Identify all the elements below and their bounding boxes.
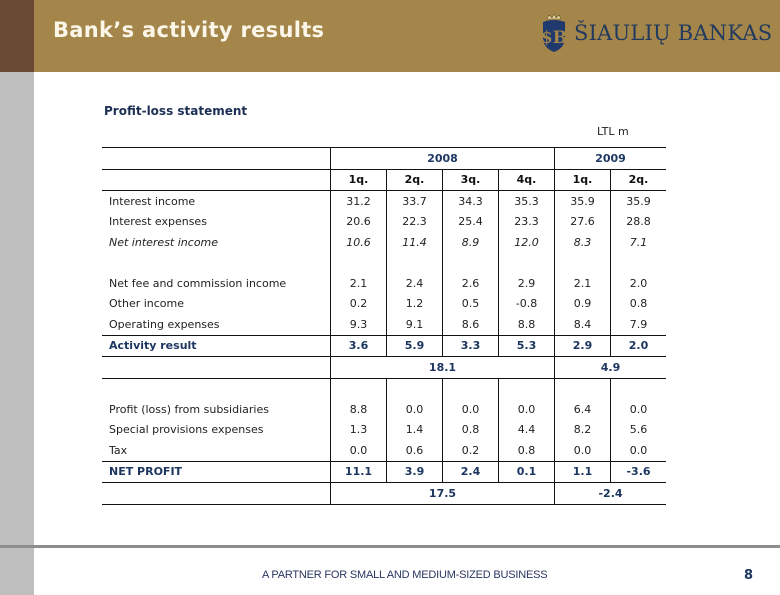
table-row: Special provisions expenses 1.3 1.4 0.8 4.4 8.2 5.6 bbox=[102, 420, 666, 441]
table-row-net-profit: NET PROFIT 11.1 3.9 2.4 0.1 1.1 -3.6 bbox=[102, 461, 666, 483]
activity-result-totals-row bbox=[102, 357, 666, 379]
total-2009: -2.4 bbox=[555, 483, 667, 505]
side-stripe bbox=[0, 72, 34, 595]
footer-divider bbox=[34, 545, 780, 548]
table-row: Other income 0.2 1.2 0.5 -0.8 0.9 0.8 bbox=[102, 294, 666, 315]
table-row: Profit (loss) from subsidiaries 8.8 0.0 0.0 0.0 6.4 0.0 bbox=[102, 399, 666, 420]
year-header-row bbox=[102, 148, 666, 170]
quarter-header: 4q. bbox=[499, 169, 555, 191]
footer-divider bbox=[0, 545, 34, 548]
total-2008: 18.1 bbox=[331, 357, 555, 379]
bank-logo bbox=[540, 12, 772, 54]
table-row: Operating expenses 9.3 9.1 8.6 8.8 8.4 7.9 bbox=[102, 314, 666, 335]
table-row-activity-result: Activity result 3.6 5.9 3.3 5.3 2.9 2.0 bbox=[102, 335, 666, 357]
crest-icon bbox=[540, 13, 568, 53]
quarter-header-row bbox=[102, 169, 666, 191]
table-row-net-interest-income: Net interest income 10.6 11.4 8.9 12.0 8.3 7.1 bbox=[102, 232, 666, 253]
page-title: Bank’s activity results bbox=[53, 18, 325, 42]
year-2008: 2008 bbox=[331, 148, 555, 170]
quarter-header: 1q. bbox=[555, 169, 611, 191]
spacer-row bbox=[102, 378, 666, 399]
quarter-header: 2q. bbox=[611, 169, 667, 191]
footer-tagline: A PARTNER FOR SMALL AND MEDIUM-SIZED BUSINESS bbox=[262, 569, 548, 581]
total-2009: 4.9 bbox=[555, 357, 667, 379]
net-profit-totals-row bbox=[102, 483, 666, 505]
profit-loss-table bbox=[102, 147, 666, 505]
table-row: Interest expenses 20.6 22.3 25.4 23.3 27.6 28.8 bbox=[102, 212, 666, 233]
table-row: Tax 0.0 0.6 0.2 0.8 0.0 0.0 bbox=[102, 440, 666, 461]
logo-text: ŠIAULIŲ BANKAS bbox=[574, 21, 773, 45]
svg-text:$B: $B bbox=[540, 28, 568, 48]
total-2008: 17.5 bbox=[331, 483, 555, 505]
section-title: Profit-loss statement bbox=[104, 104, 248, 118]
unit-label: LTL m bbox=[597, 125, 629, 138]
table-row: Interest income 31.2 33.7 34.3 35.3 35.9 35.9 bbox=[102, 191, 666, 212]
page-number: 8 bbox=[744, 568, 754, 583]
quarter-header: 2q. bbox=[387, 169, 443, 191]
table-row: Net fee and commission income 2.1 2.4 2.6 2.9 2.1 2.0 bbox=[102, 273, 666, 294]
quarter-header: 3q. bbox=[443, 169, 499, 191]
spacer-row bbox=[102, 253, 666, 274]
year-2009: 2009 bbox=[555, 148, 667, 170]
corner-block bbox=[0, 0, 34, 72]
quarter-header: 1q. bbox=[331, 169, 387, 191]
